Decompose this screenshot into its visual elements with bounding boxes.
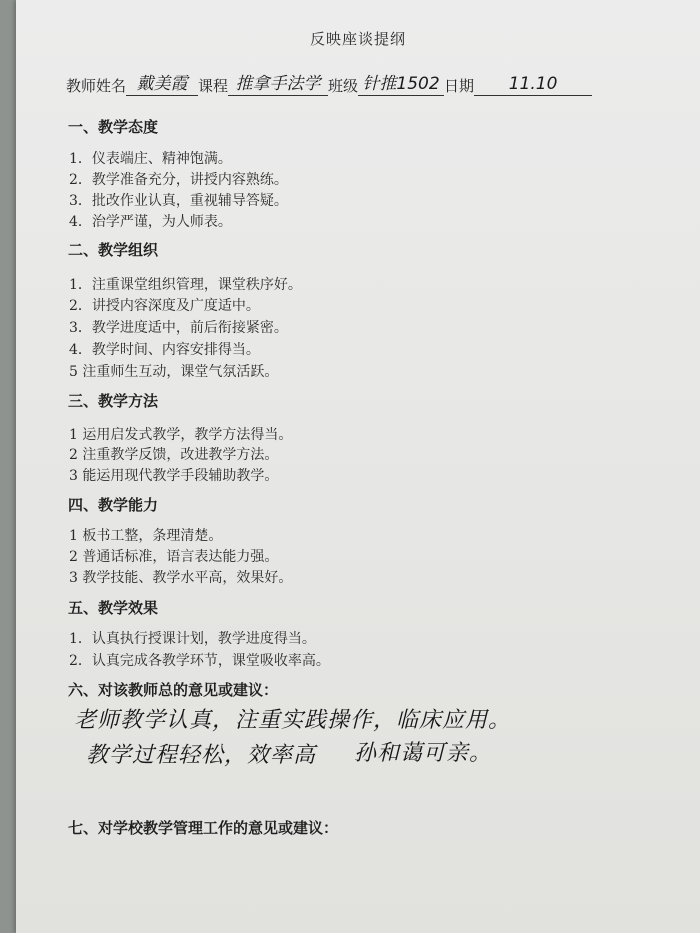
management-heading: 七、对学校教学管理工作的意见或建议： <box>68 819 339 837</box>
feedback-heading: 六、对该教师总的意见或建议： <box>68 681 279 699</box>
list-item: 2 注重教学反馈，改进教学方法。 <box>69 447 279 463</box>
list-item: 3．批改作业认真，重视辅导答疑。 <box>69 193 288 209</box>
list-item: 1．认真执行授课计划，教学进度得当。 <box>69 631 316 647</box>
list-item: 2．讲授内容深度及广度适中。 <box>69 298 260 314</box>
list-item: 3 教学技能、教学水平高，效果好。 <box>69 570 293 586</box>
header-info-row <box>66 72 592 96</box>
class-label: 班级 <box>328 77 359 95</box>
section-heading-methods: 三、教学方法 <box>68 392 159 410</box>
document-title: 反映座谈提纲 <box>309 30 406 48</box>
teacher-label: 教师姓名 <box>66 77 127 95</box>
course-label: 课程 <box>198 77 229 95</box>
handwritten-feedback-line1: 老师教学认真，注重实践操作，临床应用。 <box>74 708 512 733</box>
handwritten-signature: 孙和蔼可亲。 <box>354 741 493 766</box>
teacher-value: 戴美霞 <box>126 73 198 96</box>
list-item: 2．教学准备充分，讲授内容熟练。 <box>69 172 288 188</box>
list-item: 1．注重课堂组织管理，课堂秩序好。 <box>69 277 302 293</box>
section-heading-effect: 五、教学效果 <box>68 599 159 617</box>
section-heading-ability: 四、教学能力 <box>68 496 159 514</box>
list-item: 4．教学时间、内容安排得当。 <box>69 342 260 358</box>
handwritten-feedback-line2: 教学过程轻松，效率高 <box>86 743 317 768</box>
list-item: 1 板书工整，条理清楚。 <box>69 528 223 544</box>
list-item: 1 运用启发式教学，教学方法得当。 <box>69 427 293 443</box>
list-item: 3 能运用现代教学手段辅助教学。 <box>69 468 279 484</box>
list-item: 2 普通话标准，语言表达能力强。 <box>69 549 279 565</box>
class-value: 针推1502 <box>358 73 444 96</box>
section-heading-organization: 二、教学组织 <box>68 241 159 259</box>
list-item: 5 注重师生互动，课堂气氛活跃。 <box>69 364 279 380</box>
section-heading-attitude: 一、教学态度 <box>68 118 159 136</box>
list-item: 3．教学进度适中，前后衔接紧密。 <box>69 320 288 336</box>
document-page <box>16 0 700 933</box>
date-label: 日期 <box>444 77 475 95</box>
list-item: 4．治学严谨，为人师表。 <box>69 214 232 230</box>
date-value: 11.10 <box>474 73 592 96</box>
list-item: 2．认真完成各教学环节，课堂吸收率高。 <box>69 653 330 669</box>
course-value: 推拿手法学 <box>228 73 328 96</box>
list-item: 1．仪表端庄、精神饱满。 <box>69 151 232 167</box>
